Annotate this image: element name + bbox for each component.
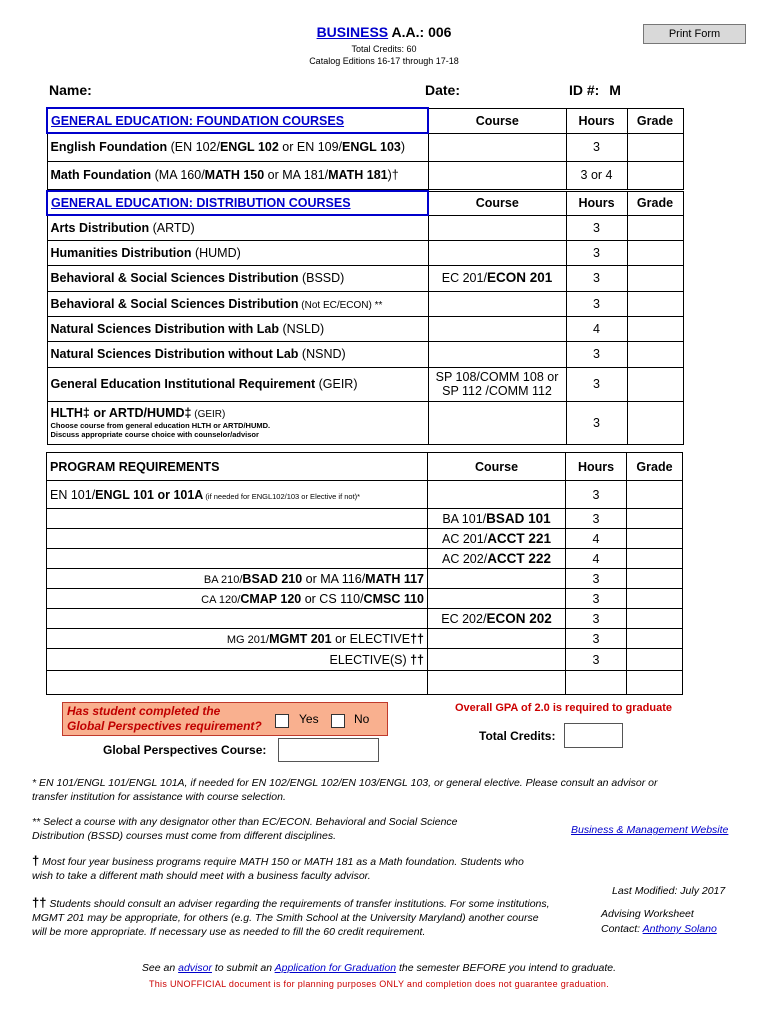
hours-value: 3 (566, 291, 627, 316)
business-website-link[interactable]: Business & Management Website (571, 824, 729, 836)
col-grade: Grade (627, 108, 683, 133)
course-input[interactable] (428, 629, 566, 649)
hours-value: 3 (566, 609, 627, 629)
total-credits-subtitle: Total Credits: 60 (351, 44, 417, 54)
note-double-dagger: †† Students should consult an adviser regarding the requirements of transfer institutions. For some institutions, MGMT 201 may be appropriate, for others (e.g. The Smith School at the University Maryland) another course will be more appropriate. If necessary use as needed to fill the 60 credit requirement. (32, 895, 550, 938)
id-value: M (609, 82, 621, 98)
program-link[interactable]: BUSINESS (316, 24, 389, 40)
hours-value: 3 (566, 481, 627, 509)
table-row (47, 265, 683, 291)
col-course: Course (428, 191, 566, 215)
grade-input[interactable] (627, 589, 683, 609)
course-input[interactable] (428, 671, 566, 695)
hours-value: 3 (566, 509, 627, 529)
course-value: AC 201/ACCT 221 (428, 529, 566, 549)
course-req-name[interactable] (47, 671, 428, 695)
distribution-heading[interactable]: GENERAL EDUCATION: DISTRIBUTION COURSES (47, 191, 428, 215)
course-req-name: Math Foundation (MA 160/MATH 150 or MA 181/MATH 181)† (47, 161, 428, 189)
table-row (47, 367, 683, 401)
note-dagger: † Most four year business programs require MATH 150 or MATH 181 as a Math foundation. Students who wish to take a different math should meet with a business faculty advisor. (32, 853, 524, 882)
table-row (47, 240, 683, 265)
disclaimer: This UNOFFICIAL document is for planning purposes ONLY and completion does not guarantee graduation. (148, 979, 610, 989)
grade-input[interactable] (627, 215, 683, 240)
yes-label: Yes (299, 712, 319, 726)
col-hours: Hours (566, 108, 627, 133)
table-row (47, 161, 683, 189)
grade-input[interactable] (627, 291, 683, 316)
hours-value: 3 (566, 629, 627, 649)
table-row (47, 316, 683, 341)
grade-input[interactable] (627, 265, 683, 291)
course-input[interactable] (428, 341, 566, 367)
course-req-name: General Education Institutional Requirement (GEIR) (47, 367, 428, 401)
hours-value: 3 (566, 569, 627, 589)
course-input[interactable] (428, 215, 566, 240)
hours-value: 4 (566, 316, 627, 341)
course-value: EC 202/ECON 202 (428, 609, 566, 629)
grade-input[interactable] (627, 671, 683, 695)
course-req-name: BA 210/BSAD 210 or MA 116/MATH 117 (47, 569, 428, 589)
contact-link[interactable]: Anthony Solano (642, 923, 717, 935)
course-req-name: MG 201/MGMT 201 or ELECTIVE†† (47, 629, 428, 649)
hours-value: 3 (566, 341, 627, 367)
table-row (47, 609, 683, 629)
course-req-name: ELECTIVE(S) †† (47, 649, 428, 671)
date-label: Date: (425, 82, 461, 98)
grade-input[interactable] (627, 341, 683, 367)
grade-input[interactable] (627, 609, 683, 629)
course-input[interactable]: SP 108/COMM 108 or SP 112 /COMM 112 (428, 367, 566, 401)
grade-input[interactable] (627, 481, 683, 509)
degree-code: A.A.: 006 (391, 24, 452, 40)
note-star: * EN 101/ENGL 101/ENGL 101A, if needed for EN 102/ENGL 102/EN 103/ENGL 103, or general elective. Please consult an advisor or transfer institution for assistance with course selection. (32, 777, 658, 803)
course-req-name: Arts Distribution (ARTD) (47, 215, 428, 240)
course-input[interactable] (428, 649, 566, 671)
advisor-link[interactable]: advisor (178, 962, 212, 974)
advising-worksheet-label: Advising Worksheet (601, 908, 694, 920)
hours-value: 3 (566, 215, 627, 240)
col-course: Course (428, 453, 566, 481)
gpa-note: Overall GPA of 2.0 is required to graduate (455, 702, 673, 714)
program-table (46, 452, 683, 695)
global-course-label: Global Perspectives Course: (103, 743, 267, 757)
course-req-name: Natural Sciences Distribution with Lab (NSLD) (47, 316, 428, 341)
name-label: Name: (49, 82, 92, 98)
hours-value: 4 (566, 529, 627, 549)
no-label: No (354, 712, 370, 726)
global-perspectives-question: Has student completed the (67, 704, 221, 718)
distribution-table (46, 190, 684, 445)
course-input[interactable] (428, 316, 566, 341)
course-input[interactable] (428, 161, 566, 189)
col-course: Course (428, 108, 566, 133)
grade-input[interactable] (627, 401, 683, 444)
table-row (47, 589, 683, 609)
table-row (47, 671, 683, 695)
course-req-name (47, 549, 428, 569)
foundation-heading[interactable]: GENERAL EDUCATION: FOUNDATION COURSES (47, 108, 428, 133)
graduation-footer: See an advisor to submit an Application for Graduation the semester BEFORE you intend to graduate. (141, 962, 617, 974)
no-checkbox[interactable] (331, 714, 345, 728)
course-input[interactable] (428, 240, 566, 265)
course-req-name (47, 509, 428, 529)
course-req-name: EN 101/ENGL 101 or 101A (if needed for ENGL102/103 or Elective if not)* (47, 481, 428, 509)
total-credits-label: Total Credits: (479, 729, 556, 743)
table-row (47, 649, 683, 671)
table-row (47, 529, 683, 549)
col-grade: Grade (627, 191, 683, 215)
program-heading: PROGRAM REQUIREMENTS (47, 453, 428, 481)
foundation-table (46, 107, 684, 190)
course-input[interactable] (428, 569, 566, 589)
table-row (47, 509, 683, 529)
hours-value: 3 (566, 649, 627, 671)
course-req-name: HLTH‡ or ARTD/HUMD‡ (GEIR) Choose course from general education HLTH or ARTD/HUMD. Discuss appropriate course choice with counselor/advisor (47, 401, 428, 444)
hours-value: 3 (566, 589, 627, 609)
course-input[interactable] (428, 133, 566, 161)
col-grade: Grade (627, 453, 683, 481)
catalog-subtitle: Catalog Editions 16-17 through 17-18 (309, 56, 459, 66)
hours-value: 3 or 4 (566, 161, 627, 189)
grade-input[interactable] (627, 529, 683, 549)
application-link[interactable]: Application for Graduation (274, 962, 397, 974)
grade-input[interactable] (627, 133, 683, 161)
grade-input[interactable] (627, 569, 683, 589)
hours-value: 4 (566, 549, 627, 569)
hours-value: 3 (566, 240, 627, 265)
grade-input[interactable] (627, 649, 683, 671)
yes-checkbox[interactable] (275, 714, 289, 728)
course-req-name (47, 529, 428, 549)
hours-value: 3 (566, 367, 627, 401)
grade-input[interactable] (627, 629, 683, 649)
table-row (47, 629, 683, 649)
course-value: AC 202/ACCT 222 (428, 549, 566, 569)
hours-input[interactable] (566, 671, 627, 695)
hours-value: 3 (566, 133, 627, 161)
course-req-name (47, 609, 428, 629)
course-input[interactable] (428, 401, 566, 444)
course-req-name: Behavioral & Social Sciences Distribution (BSSD) (47, 265, 428, 291)
grade-input[interactable] (627, 509, 683, 529)
col-hours: Hours (566, 453, 627, 481)
table-row (47, 549, 683, 569)
grade-input[interactable] (627, 240, 683, 265)
table-row (47, 341, 683, 367)
table-row (47, 481, 683, 509)
grade-input[interactable] (627, 549, 683, 569)
contact-line: Contact: Anthony Solano (601, 923, 717, 935)
table-row (47, 401, 683, 444)
course-input[interactable] (428, 291, 566, 316)
course-req-name: English Foundation (EN 102/ENGL 102 or EN 109/ENGL 103) (47, 133, 428, 161)
total-credits-input[interactable] (564, 723, 623, 748)
note-double-star: ** Select a course with any designator other than EC/ECON. Behavioral and Social Science Distribution (BSSD) courses must come from different disciplines. (32, 816, 458, 842)
table-row (47, 291, 683, 316)
table-row (47, 133, 683, 161)
course-req-name: Natural Sciences Distribution without Lab (NSND) (47, 341, 428, 367)
id-label-text: ID #: (569, 82, 600, 98)
grade-input[interactable] (627, 161, 683, 189)
course-input[interactable] (428, 481, 566, 509)
table-row (47, 215, 683, 240)
course-input[interactable]: EC 201/ECON 201 (428, 265, 566, 291)
hours-value: 3 (566, 265, 627, 291)
course-req-name: CA 120/CMAP 120 or CS 110/CMSC 110 (47, 589, 428, 609)
table-row (47, 569, 683, 589)
global-perspectives-box (62, 702, 388, 736)
course-req-name: Behavioral & Social Sciences Distribution (Not EC/ECON) ** (47, 291, 428, 316)
course-req-name: Humanities Distribution (HUMD) (47, 240, 428, 265)
global-perspectives-question-2: Global Perspectives requirement? (67, 719, 262, 733)
id-label (569, 82, 621, 98)
grade-input[interactable] (627, 367, 683, 401)
last-modified: Last Modified: July 2017 (612, 885, 726, 897)
print-form-button[interactable]: Print Form (643, 24, 746, 44)
grade-input[interactable] (627, 316, 683, 341)
col-hours: Hours (566, 191, 627, 215)
hours-value: 3 (566, 401, 627, 444)
global-course-input[interactable] (278, 738, 379, 762)
course-value: BA 101/BSAD 101 (428, 509, 566, 529)
course-input[interactable] (428, 589, 566, 609)
